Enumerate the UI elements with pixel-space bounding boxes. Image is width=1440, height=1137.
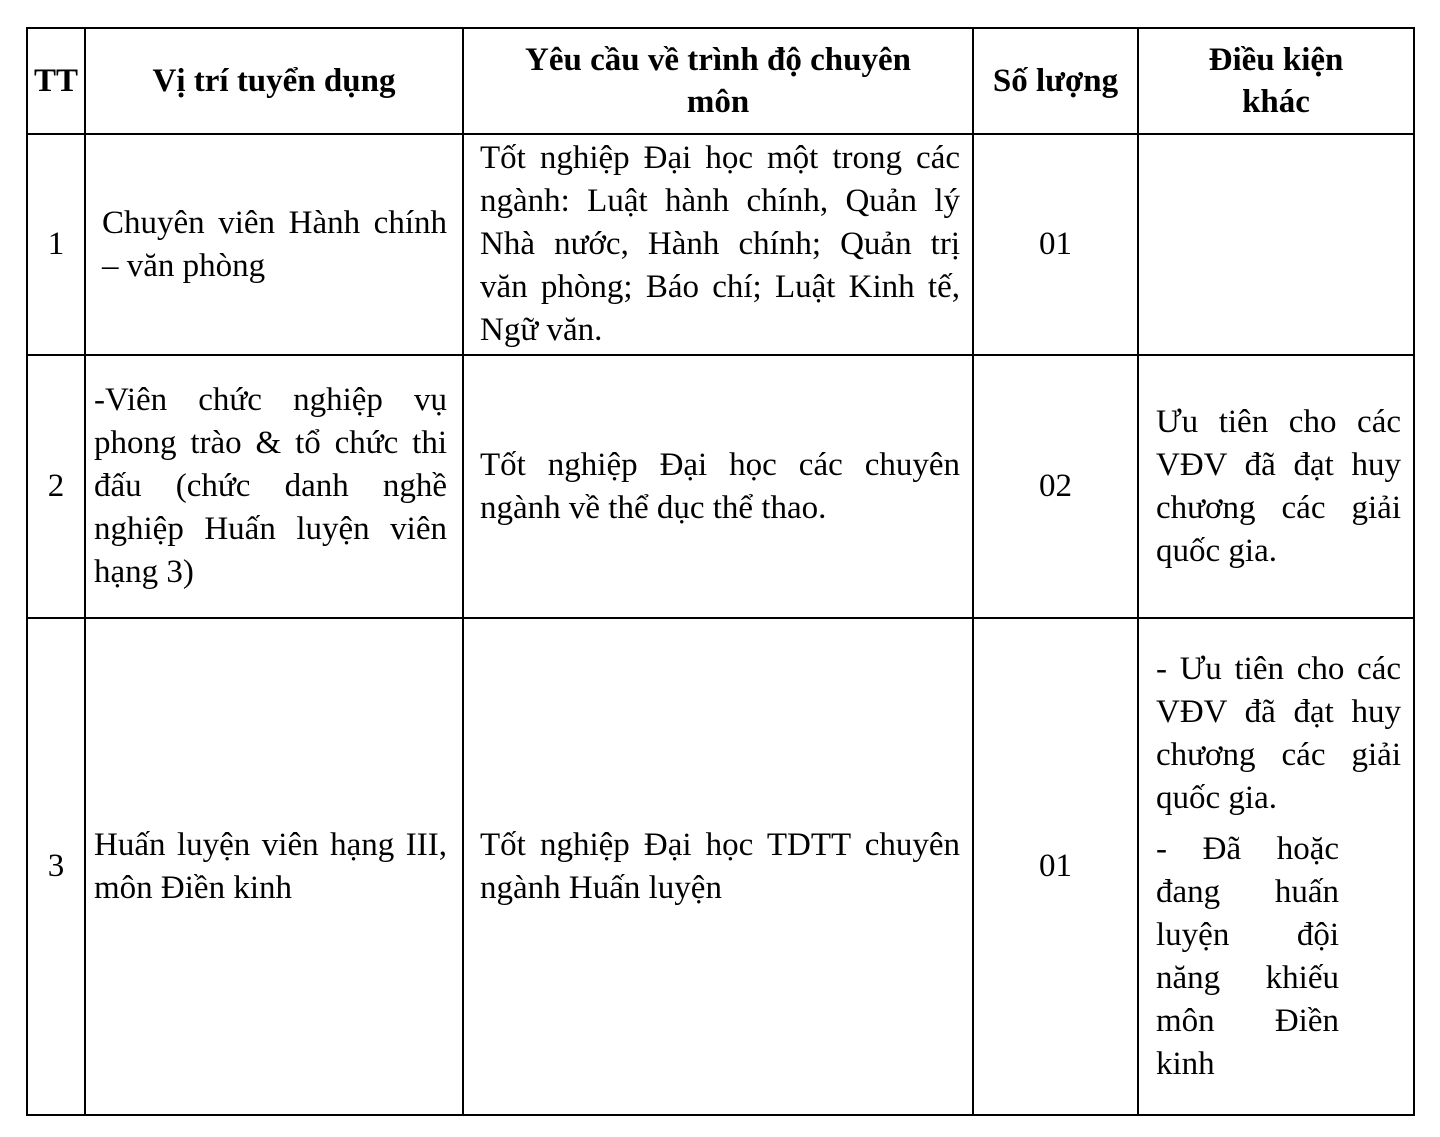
table-row bbox=[27, 355, 1414, 618]
table-header-row bbox=[27, 28, 1414, 134]
row-requirement: Tốt nghiệp Đại học một trong các ngành: Luật hành chính, Quản lý Nhà nước, Hành chính; Quản trị văn phòng; Báo chí; Luật Kinh tế, Ngữ văn. bbox=[463, 134, 973, 355]
other-condition-2: - Đã hoặc đang huấn luyện đội năng khiếu môn Điền kinh bbox=[1156, 830, 1339, 1082]
row-quantity: 01 bbox=[973, 618, 1138, 1115]
header-requirement: Yêu cầu về trình độ chuyên môn bbox=[463, 28, 973, 134]
row-other bbox=[1138, 618, 1414, 1115]
row-position: Huấn luyện viên hạng III, môn Điền kinh bbox=[85, 618, 463, 1115]
header-quantity: Số lượng bbox=[973, 28, 1138, 134]
row-quantity: 02 bbox=[973, 355, 1138, 618]
recruitment-table bbox=[26, 27, 1415, 1116]
table-row bbox=[27, 134, 1414, 355]
row-requirement: Tốt nghiệp Đại học TDTT chuyên ngành Huấn luyện bbox=[463, 618, 973, 1115]
table-row bbox=[27, 618, 1414, 1115]
row-position: -Viên chức nghiệp vụ phong trào & tổ chức thi đấu (chức danh nghề nghiệp Huấn luyện viên hạng 3) bbox=[85, 355, 463, 618]
row-requirement: Tốt nghiệp Đại học các chuyên ngành về thể dục thể thao. bbox=[463, 355, 973, 618]
other-condition-1: - Ưu tiên cho các VĐV đã đạt huy chương các giải quốc gia. bbox=[1156, 650, 1401, 816]
header-other: Điều kiện khác bbox=[1138, 28, 1414, 134]
row-position: Chuyên viên Hành chính – văn phòng bbox=[85, 134, 463, 355]
header-tt: TT bbox=[27, 28, 85, 134]
row-other bbox=[1138, 134, 1414, 355]
header-position: Vị trí tuyển dụng bbox=[85, 28, 463, 134]
row-quantity: 01 bbox=[973, 134, 1138, 355]
row-other: Ưu tiên cho các VĐV đã đạt huy chương các giải quốc gia. bbox=[1138, 355, 1414, 618]
row-tt: 3 bbox=[27, 618, 85, 1115]
row-tt: 2 bbox=[27, 355, 85, 618]
row-tt: 1 bbox=[27, 134, 85, 355]
